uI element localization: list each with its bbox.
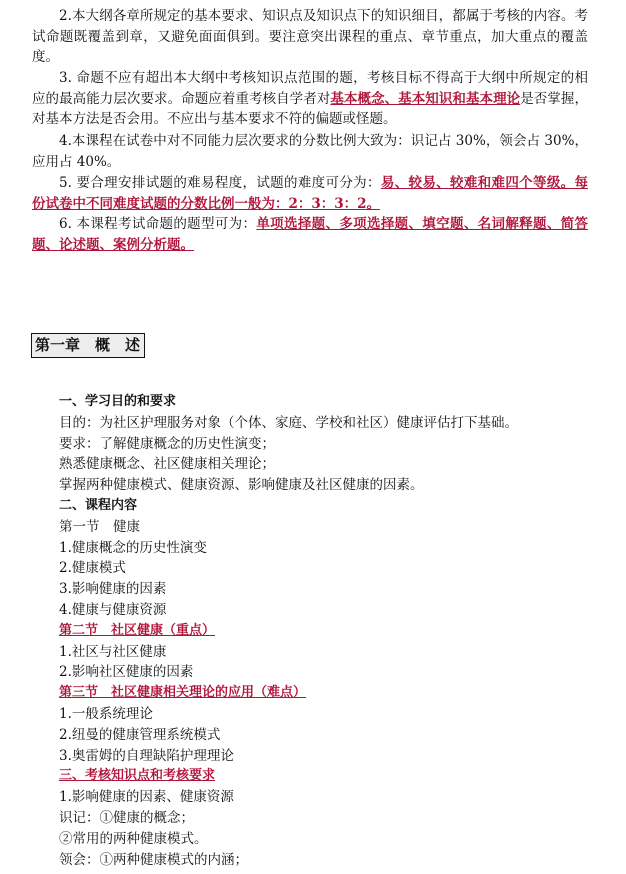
content-line: 2.纽曼的健康管理系统模式	[59, 726, 221, 743]
content-line: 1.一般系统理论	[59, 706, 153, 722]
rule-paragraph-4	[32, 131, 588, 172]
rule-paragraph-6	[32, 214, 588, 255]
section-heading: 第二节 社区健康（重点）	[59, 622, 216, 638]
section-heading: 三、考核知识点和考核要求	[59, 768, 216, 784]
section-heading: 一、学习目的和要求	[59, 394, 177, 409]
rule-paragraph-3-rest: 是否掌握，对基本方法是否会用。不应出与基本要求不符的偏题或怪题。	[32, 90, 588, 127]
content-line: 目的：为社区护理服务对象（个体、家庭、学校和社区）健康评估打下基础。	[59, 414, 518, 431]
rule-paragraph-5-highlight: 易、较易、较难和难四个等级。每份试卷中不同难度试题的分数比例一般为：2：3：3：2。	[32, 175, 589, 212]
content-line: 1.社区与社区健康	[59, 643, 167, 660]
content-line: 1.影响健康的因素、健康资源	[59, 789, 234, 806]
content-line: 3.影响健康的因素	[59, 581, 167, 598]
rule-paragraph-6-text: 6. 本课程考试命题的题型可为：	[59, 216, 257, 232]
section-heading: 二、课程内容	[59, 498, 138, 513]
content-line: 领会：①两种健康模式的内涵；	[59, 851, 248, 868]
section-heading: 第三节 社区健康相关理论的应用（难点）	[59, 685, 307, 701]
content-line: 熟悉健康概念、社区健康相关理论；	[59, 456, 275, 473]
content-line: 2.健康模式	[59, 560, 126, 577]
content-line: 2.影响社区健康的因素	[59, 664, 194, 681]
rule-paragraph-5	[32, 173, 588, 214]
rule-paragraph-3-text: 3. 命题不应有超出本大纲中考核知识点范围的题，考核目标不得高于大纲中所规定的相应的最高能力层次要求。命题应着重考核自学者对	[32, 70, 588, 107]
content-line: ②常用的两种健康模式。	[59, 830, 208, 847]
rule-paragraph-2	[32, 6, 588, 68]
rule-paragraph-4-text: 4.本课程在试卷中对不同能力层次要求的分数比例大致为：识记占 30%，领会占 30%，应用占 40%。	[32, 133, 588, 170]
rule-paragraph-3	[32, 68, 588, 130]
content-line: 4.健康与健康资源	[59, 602, 167, 618]
rule-paragraph-3-highlight: 基本概念、基本知识和基本理论	[330, 90, 521, 107]
content-line: 要求：了解健康概念的历史性演变；	[59, 435, 275, 452]
content-line: 3.奥雷姆的自理缺陷护理理论	[59, 747, 234, 764]
content-line: 掌握两种健康模式、健康资源、影响健康及社区健康的因素。	[59, 477, 424, 494]
content-line: 识记：①健康的概念；	[59, 810, 194, 826]
content-line: 第一节 健康	[59, 518, 140, 535]
rule-paragraph-5-text: 5. 要合理安排试题的难易程度，试题的难度可分为：	[59, 175, 381, 191]
chapter-title: 第一章 概 述	[31, 333, 145, 358]
rule-paragraph-2-text: 2.本大纲各章所规定的基本要求、知识点及知识点下的知识细目，都属于考核的内容。考试命题既覆盖到章，又避免面面俱到。要注意突出课程的重点、章节重点，加大重点的覆盖度。	[32, 8, 588, 65]
content-line: 1.健康概念的历史性演变	[59, 539, 207, 556]
rule-paragraph-6-highlight: 单项选择题、多项选择题、填空题、名词解释题、简答题、论述题、案例分析题。	[32, 216, 589, 253]
